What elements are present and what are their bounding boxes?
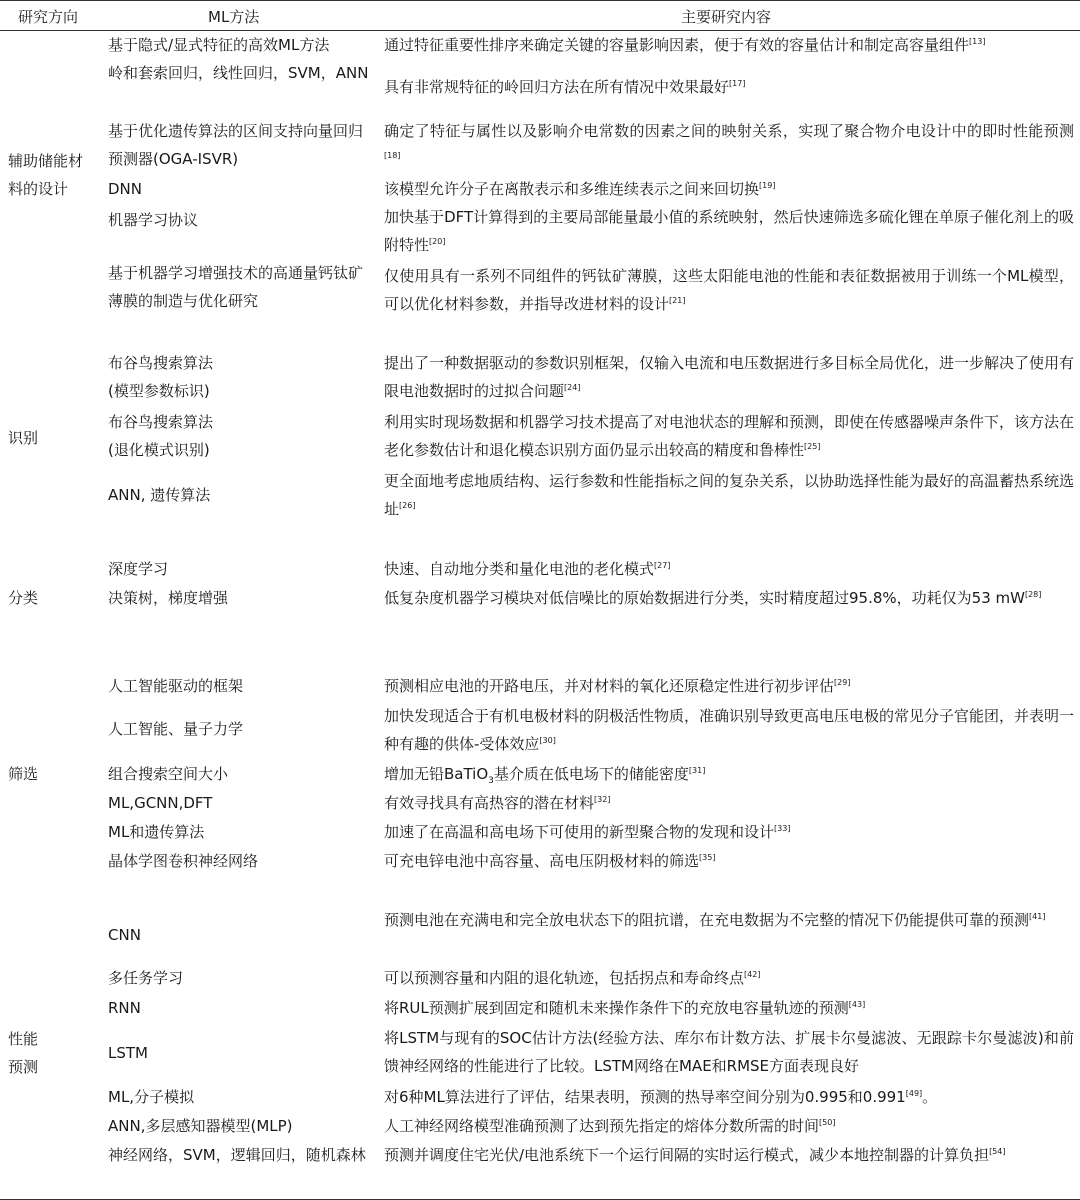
citation-ref: [32] bbox=[594, 795, 611, 804]
content-cell: 预测并调度住宅光伏/电池系统下一个运行间隔的实时运行模式，减少本地控制器的计算负担[54] bbox=[384, 1146, 1006, 1164]
category-label: 识别 bbox=[8, 429, 39, 447]
table-header bbox=[0, 0, 1080, 30]
method-cell: 组合搜索空间大小 bbox=[108, 765, 229, 783]
method-cell: 基于优化遗传算法的区间支持向量回归预测器(OGA-ISVR) bbox=[108, 122, 364, 168]
method-cell: 人工智能、量子力学 bbox=[108, 720, 244, 738]
method-cell: 岭和套索回归，线性回归，SVM，ANN bbox=[108, 64, 369, 82]
citation-ref: [31] bbox=[688, 766, 706, 775]
content-cell: 对6种ML算法进行了评估，结果表明，预测的热导率空间分别为0.995和0.991[49]。 bbox=[384, 1088, 938, 1106]
method-cell: 人工智能驱动的框架 bbox=[108, 677, 244, 695]
citation-ref: [26] bbox=[399, 501, 416, 510]
content-cell: 将LSTM与现有的SOC估计方法(经验方法、库尔布计数方法、扩展卡尔曼滤波、无跟踪卡尔曼滤波)和前馈神经网络的性能进行了比较。LSTM网络在MAE和RMSE方面表现良好 bbox=[384, 1029, 1074, 1075]
category-label: 性能 预测 bbox=[8, 1030, 39, 1076]
citation-ref: [29] bbox=[834, 678, 851, 687]
citation-ref: [54] bbox=[989, 1147, 1006, 1156]
content-cell: 仅使用具有一系列不同组件的钙钛矿薄膜，这些太阳能电池的性能和表征数据被用于训练一个ML模型，可以优化材料参数，并指导改进材料的设计[21] bbox=[384, 267, 1074, 313]
content-cell: 具有非常规特征的岭回归方法在所有情况中效果最好[17] bbox=[384, 78, 746, 96]
method-cell: 布谷鸟搜索算法 (模型参数标识) bbox=[108, 354, 214, 400]
method-cell: 基于隐式/显式特征的高效ML方法 bbox=[108, 36, 330, 54]
citation-ref: [20] bbox=[429, 237, 446, 246]
content-cell: 加快基于DFT计算得到的主要局部能量最小值的系统映射，然后快速筛选多硫化锂在单原子催化剂上的吸附特性[20] bbox=[384, 208, 1074, 254]
content-cell: 加速了在高温和高电场下可使用的新型聚合物的发现和设计[33] bbox=[384, 823, 791, 841]
citation-ref: [43] bbox=[848, 1000, 866, 1009]
method-cell: CNN bbox=[108, 926, 141, 944]
content-cell: 提出了一种数据驱动的参数识别框架，仅输入电流和电压数据进行多目标全局优化，进一步解决了使用有限电池数据时的过拟合问题[24] bbox=[384, 354, 1075, 400]
citation-ref: [24] bbox=[564, 383, 581, 392]
header-direction: 研究方向 bbox=[18, 8, 79, 26]
citation-ref: [49] bbox=[905, 1089, 923, 1098]
method-cell: ML,分子模拟 bbox=[108, 1088, 195, 1106]
method-cell: ML,GCNN,DFT bbox=[108, 794, 213, 812]
content-cell: 加快发现适合于有机电极材料的阴极活性物质，准确识别导致更高电压电极的常见分子官能团，并表明一种有趣的供体-受体效应[30] bbox=[384, 707, 1075, 753]
content-cell: 可以预测容量和内阻的退化轨迹，包括拐点和寿命终点[42] bbox=[384, 969, 761, 987]
method-cell: RNN bbox=[108, 999, 141, 1017]
citation-ref: [25] bbox=[804, 442, 821, 451]
citation-ref: [50] bbox=[819, 1118, 836, 1127]
content-cell: 低复杂度机器学习模块对低信噪比的原始数据进行分类，实时精度超过95.8%，功耗仅为53 mW[28] bbox=[384, 589, 1042, 607]
method-cell: 决策树，梯度增强 bbox=[108, 589, 229, 607]
citation-ref: [30] bbox=[539, 736, 556, 745]
content-cell: 预测相应电池的开路电压，并对材料的氧化还原稳定性进行初步评估[29] bbox=[384, 677, 851, 695]
method-cell: 基于机器学习增强技术的高通量钙钛矿薄膜的制造与优化研究 bbox=[108, 264, 364, 310]
content-cell: 该模型允许分子在离散表示和多维连续表示之间来回切换[19] bbox=[384, 180, 776, 198]
citation-ref: [21] bbox=[669, 296, 686, 305]
content-cell: 利用实时现场数据和机器学习技术提高了对电池状态的理解和预测，即使在传感器噪声条件下，该方法在老化参数估计和退化模态识别方面仍显示出较高的精度和鲁棒性[25] bbox=[384, 413, 1075, 459]
content-cell: 人工神经网络模型准确预测了达到预先指定的熔体分数所需的时间[50] bbox=[384, 1117, 836, 1135]
method-cell: ML和遗传算法 bbox=[108, 823, 205, 841]
citation-ref: [28] bbox=[1024, 590, 1042, 599]
method-cell: 多任务学习 bbox=[108, 969, 184, 987]
citation-ref: [27] bbox=[654, 561, 671, 570]
content-cell: 可充电锌电池中高容量、高电压阴极材料的筛选[35] bbox=[384, 852, 716, 870]
content-cell: 增加无铅BaTiO$_3$基介质在低电场下的储能密度[31] bbox=[384, 765, 706, 786]
citation-ref: [18] bbox=[384, 151, 401, 160]
method-cell: 布谷鸟搜索算法 (退化模式识别) bbox=[108, 413, 214, 459]
citation-ref: [19] bbox=[759, 181, 776, 190]
method-cell: LSTM bbox=[108, 1044, 148, 1062]
category-label: 筛选 bbox=[8, 765, 39, 783]
method-cell: ANN, 遗传算法 bbox=[108, 486, 211, 504]
citation-ref: [42] bbox=[744, 970, 761, 979]
content-cell: 预测电池在充满电和完全放电状态下的阻抗谱，在充电数据为不完整的情况下仍能提供可靠的预测[41] bbox=[384, 911, 1046, 929]
method-cell: ANN,多层感知器模型(MLP) bbox=[108, 1117, 293, 1135]
content-cell: 将RUL预测扩展到固定和随机未来操作条件下的充放电容量轨迹的预测[43] bbox=[384, 999, 866, 1017]
content-cell: 确定了特征与属性以及影响介电常数的因素之间的映射关系，实现了聚合物介电设计中的即时性能预测[18] bbox=[384, 122, 1074, 160]
method-cell: 深度学习 bbox=[108, 560, 169, 578]
content-cell: 有效寻找具有高热容的潜在材料[32] bbox=[384, 794, 611, 812]
content-cell: 更全面地考虑地质结构、运行参数和性能指标之间的复杂关系，以协助选择性能为最好的高温蓄热系统选址[26] bbox=[384, 472, 1075, 518]
content-cell: 快速、自动地分类和量化电池的老化模式[27] bbox=[384, 560, 671, 578]
method-cell: 机器学习协议 bbox=[108, 211, 199, 229]
header-content: 主要研究内容 bbox=[681, 8, 772, 26]
method-cell: 神经网络，SVM，逻辑回归，随机森林 bbox=[108, 1146, 366, 1164]
content-cell: 通过特征重要性排序来确定关键的容量影响因素，便于有效的容量估计和制定高容量组件[13] bbox=[384, 36, 986, 54]
citation-ref: [41] bbox=[1029, 912, 1046, 921]
method-cell: DNN bbox=[108, 180, 142, 198]
citation-ref: [13] bbox=[969, 37, 986, 46]
citation-ref: [35] bbox=[699, 853, 716, 862]
category-label: 辅助储能材 料的设计 bbox=[8, 152, 84, 198]
method-cell: 晶体学图卷积神经网络 bbox=[108, 852, 259, 870]
citation-ref: [33] bbox=[774, 824, 791, 833]
header-method: ML方法 bbox=[208, 8, 260, 26]
category-label: 分类 bbox=[8, 589, 39, 607]
citation-ref: [17] bbox=[729, 79, 746, 88]
